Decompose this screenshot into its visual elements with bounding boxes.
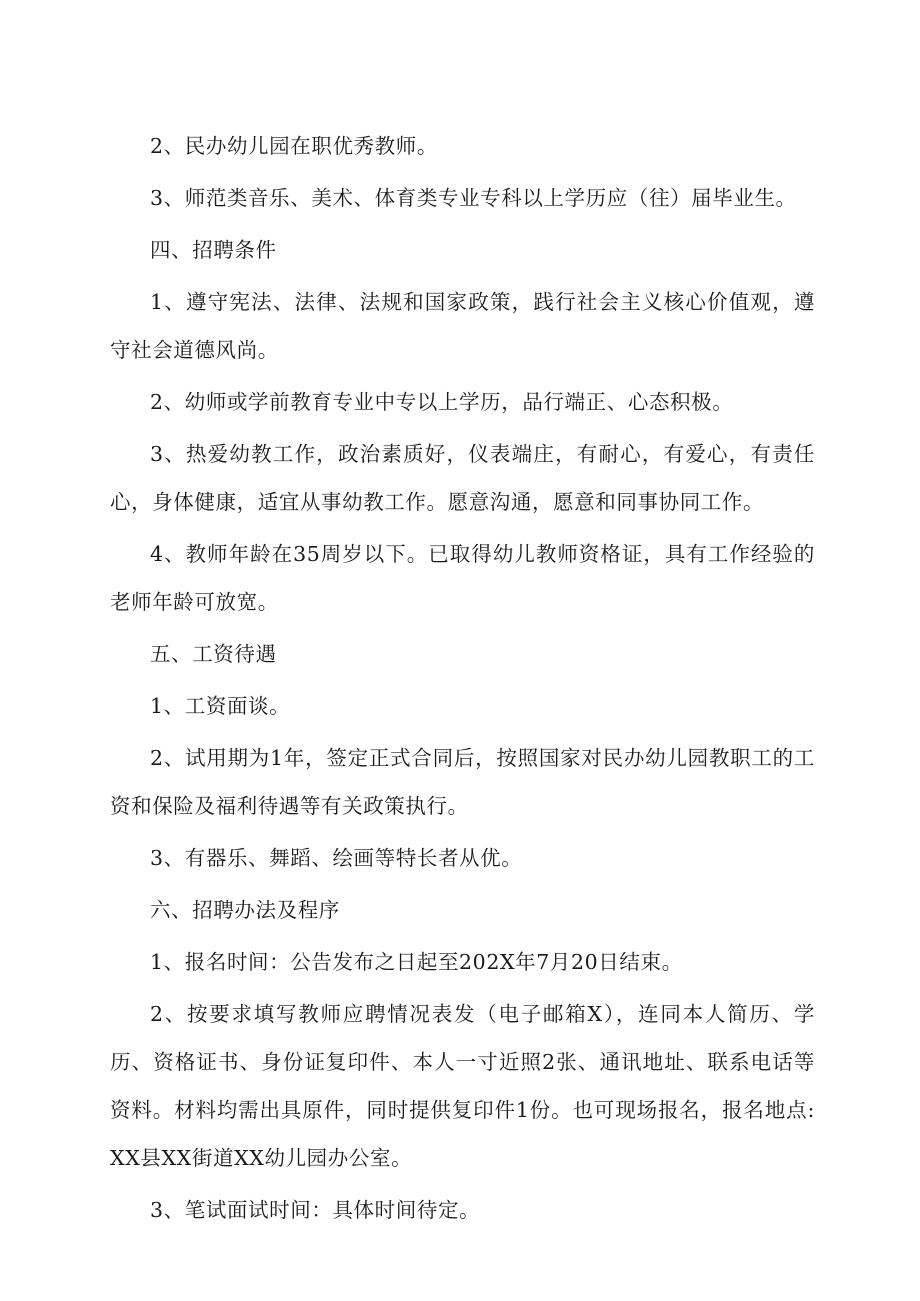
condition-item-4: 4、教师年龄在35周岁以下。已取得幼儿教师资格证，具有工作经验的老师年龄可放宽。 — [110, 542, 815, 614]
condition-item-1: 1、遵守宪法、法律、法规和国家政策，践行社会主义核心价值观，遵守社会道德风尚。 — [110, 290, 815, 362]
salary-item-1: 1、工资面谈。 — [150, 694, 291, 718]
paragraph-item-3: 3、师范类音乐、美术、体育类专业专科以上学历应（往）届毕业生。 — [150, 186, 797, 210]
condition-item-3: 3、热爱幼教工作，政治素质好，仪表端庄，有耐心，有爱心，有责任心，身体健康，适宜从事幼教工作。愿意沟通，愿意和同事协同工作。 — [110, 442, 815, 514]
paragraph-item-2: 2、民办幼儿园在职优秀教师。 — [150, 134, 438, 158]
procedure-item-1: 1、报名时间：公告发布之日起至202X年7月20日结束。 — [150, 950, 683, 974]
document-body — [110, 122, 815, 1238]
section-heading-procedure: 六、招聘办法及程序 — [150, 898, 340, 922]
condition-item-2: 2、幼师或学前教育专业中专以上学历，品行端正、心态积极。 — [150, 390, 734, 414]
section-heading-salary: 五、工资待遇 — [150, 642, 277, 666]
procedure-item-3: 3、笔试面试时间：具体时间待定。 — [150, 1198, 481, 1222]
procedure-item-2: 2、按要求填写教师应聘情况表发（电子邮箱X），连同本人简历、学历、资格证书、身份证复印件、本人一寸近照2张、通讯地址、联系电话等资料。材料均需出具原件，同时提供复印件1份。也可现场报名，报名地点:XX县XX街道XX幼儿园办公室。 — [110, 1002, 815, 1170]
section-heading-recruitment-conditions: 四、招聘条件 — [150, 238, 277, 262]
salary-item-3: 3、有器乐、舞蹈、绘画等特长者从优。 — [150, 846, 523, 870]
salary-item-2: 2、试用期为1年，签定正式合同后，按照国家对民办幼儿园教职工的工资和保险及福利待遇等有关政策执行。 — [110, 746, 815, 818]
